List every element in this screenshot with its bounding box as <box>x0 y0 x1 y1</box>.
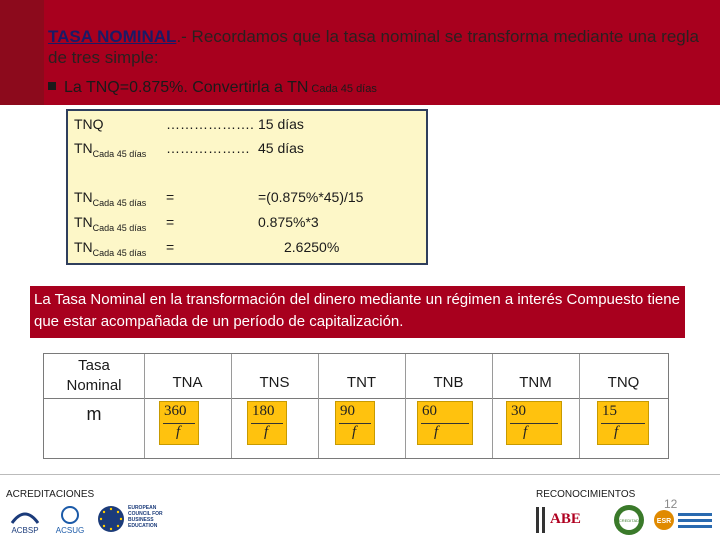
fraction-tnm: 30 f <box>506 401 562 445</box>
column-header-tnb: TNB <box>433 374 464 391</box>
footer-divider <box>0 474 720 475</box>
fraction-tnb: 60 f <box>417 401 473 445</box>
svg-text:ACREDITADA: ACREDITADA <box>616 518 642 523</box>
fraction-tns: 180 f <box>247 401 287 445</box>
calc-value: 45 días <box>258 140 304 156</box>
fraction-tna: 360 f <box>159 401 199 445</box>
column-header-tnt: TNT <box>346 374 377 391</box>
calc-value: 0.875%*3 <box>258 214 319 230</box>
column-header-tnm: TNM <box>519 374 552 391</box>
calc-operator: ……………… <box>166 140 250 156</box>
calc-operator: ………………. <box>166 116 254 132</box>
svg-text:ESR: ESR <box>656 518 672 525</box>
table-divider <box>44 398 668 399</box>
calc-operator: = <box>166 189 175 205</box>
ecbe-logo: EUROPEAN COUNCIL FOR BUSINESS EDUCATION <box>96 503 180 537</box>
svg-text:ACBSP: ACBSP <box>11 526 39 535</box>
bullet-item <box>48 79 377 97</box>
calc-value: =(0.875%*45)/15 <box>258 189 364 205</box>
bullet-square-icon <box>48 82 56 90</box>
column-header-tnq: TNQ <box>607 374 640 391</box>
esr-logo <box>652 503 714 537</box>
calculation-box <box>66 109 428 265</box>
acreditada-seal <box>612 503 646 537</box>
bullet-subscript: Cada 45 días <box>311 83 377 95</box>
calc-value: 15 días <box>258 116 304 132</box>
column-header-tna: TNA <box>172 374 203 391</box>
note-box: La Tasa Nominal en la transformación del dinero mediante un régimen a interés Compuesto tiene que estar acompañada de un período de capitalización. <box>30 286 685 338</box>
nominal-rate-table <box>43 353 669 459</box>
fraction-tnq: 15 f <box>597 401 649 445</box>
calc-label: $TN_{Cada 45 días}$ <box>74 189 147 208</box>
calc-label: $TN_{Cada 45 días}$ <box>74 239 147 258</box>
calc-value: 2.6250% <box>284 239 340 255</box>
heading-rest: .- Recordamos que la tasa nominal se transforma mediante una regla de tres simple: <box>48 27 699 67</box>
heading-text <box>48 26 708 68</box>
fraction-tnt: 90 f <box>335 401 375 445</box>
recognitions-label: RECONOCIMIENTOS <box>536 489 636 500</box>
abe-logo <box>534 503 598 537</box>
calc-operator: = <box>166 214 175 230</box>
column-header-tns: TNS <box>259 374 290 391</box>
table-first-header: Tasa Nominal <box>66 357 122 394</box>
calc-label: $TN_{Cada 45 días}$ <box>74 140 147 159</box>
accreditations-label: ACREDITACIONES <box>6 489 95 500</box>
calc-label: $TN_{Cada 45 días}$ <box>74 214 147 233</box>
calc-label: TNQ <box>74 116 104 132</box>
acsug-logo <box>50 503 90 537</box>
bullet-main-text: La TNQ=0.875%. Convertirla a TN <box>64 79 309 96</box>
acbsp-logo <box>6 503 44 537</box>
svg-text:ABE: ABE <box>550 511 581 527</box>
svg-text:ACSUG: ACSUG <box>55 526 85 535</box>
heading-title: TASA NOMINAL <box>48 27 177 46</box>
header-band-accent <box>0 0 44 105</box>
calc-operator: = <box>166 239 175 255</box>
page-number: 12 <box>664 497 678 511</box>
row-label-m: m <box>86 404 102 424</box>
